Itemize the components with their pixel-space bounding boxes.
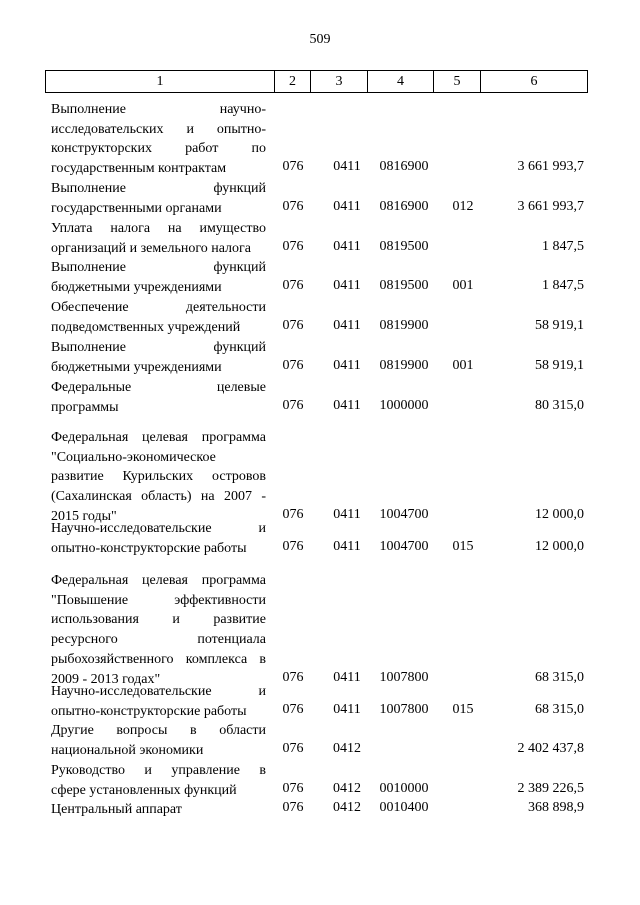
expense-type-code: 001 (452, 277, 474, 293)
column-header-3: 3 (311, 71, 368, 93)
ministry-code: 076 (282, 506, 304, 522)
ministry-code: 076 (282, 277, 304, 293)
section-code: 0411 (333, 538, 361, 554)
expense-type-code: 001 (452, 357, 474, 373)
description-line: опытно-конструкторские работы (51, 703, 247, 719)
description-line: Федеральные целевые (51, 380, 266, 395)
amount: 3 661 993,7 (517, 159, 584, 175)
amount: 2 389 226,5 (517, 780, 584, 796)
description-line: Федеральная целевая программа (51, 573, 266, 588)
amount: 1 847,5 (542, 238, 584, 254)
amount: 68 315,0 (535, 669, 584, 685)
amount: 368 898,9 (528, 800, 584, 815)
section-code: 0412 (333, 800, 361, 815)
row-description (51, 682, 266, 721)
amount: 3 661 993,7 (517, 198, 584, 214)
ministry-code: 076 (282, 317, 304, 333)
section-code: 0411 (333, 506, 361, 522)
section-code: 0411 (333, 669, 361, 685)
ministry-code: 076 (282, 159, 304, 175)
description-line: сфере установленных функций (51, 782, 237, 798)
target-article-code: 1000000 (379, 397, 429, 413)
description-line: Научно-исследовательские и (51, 684, 266, 699)
description-line: Научно-исследовательские и (51, 521, 266, 536)
description-line: Уплата налога на имущество (51, 221, 266, 236)
description-line: Выполнение функций (51, 340, 266, 355)
description-line: организаций и земельного налога (51, 240, 251, 256)
row-description (51, 258, 266, 297)
description-line: государственным контрактам (51, 161, 227, 177)
description-line: государственными органами (51, 200, 222, 216)
amount: 68 315,0 (535, 701, 584, 717)
section-code: 0411 (333, 701, 361, 717)
section-code: 0411 (333, 277, 361, 293)
column-header-2: 2 (275, 71, 311, 93)
target-article-code: 1004700 (379, 538, 429, 554)
amount: 1 847,5 (542, 277, 584, 293)
section-code: 0411 (333, 357, 361, 373)
description-line: рыбохозяйственного комплекса в (51, 651, 266, 667)
amount: 12 000,0 (535, 538, 584, 554)
description-line: "Социально-экономическое (51, 449, 216, 465)
description-line: 2009 - 2013 годах" (51, 671, 161, 687)
description-line: Обеспечение деятельности (51, 300, 266, 315)
row-description (51, 761, 266, 800)
row-description (51, 298, 266, 337)
expense-type-code: 015 (452, 538, 474, 554)
description-line: национальной экономики (51, 742, 204, 758)
expense-type-code: 015 (452, 701, 474, 717)
description-line: "Повышение эффективности (51, 592, 266, 608)
target-article-code: 1004700 (379, 506, 429, 522)
description-line: Федеральная целевая программа (51, 430, 266, 445)
target-article-code: 0819500 (379, 238, 429, 254)
amount: 58 919,1 (535, 357, 584, 373)
ministry-code: 076 (282, 538, 304, 554)
description-line: Руководство и управление в (51, 763, 266, 778)
column-header-table (45, 70, 588, 93)
column-header-5: 5 (434, 71, 481, 93)
row-description (51, 378, 266, 417)
description-line: использования и развитие (51, 612, 266, 628)
section-code: 0411 (333, 317, 361, 333)
row-description (51, 100, 266, 179)
description-line: Другие вопросы в области (51, 723, 266, 738)
target-article-code: 1007800 (379, 701, 429, 717)
target-article-code: 0816900 (379, 198, 429, 214)
description-line: бюджетными учреждениями (51, 359, 222, 375)
description-line: развитие Курильских островов (51, 469, 266, 485)
row-description (51, 519, 266, 558)
description-line: программы (51, 399, 119, 415)
description-line: подведомственных учреждений (51, 319, 241, 335)
column-header-row (46, 71, 588, 93)
amount: 12 000,0 (535, 506, 584, 522)
section-code: 0411 (333, 198, 361, 214)
ministry-code: 076 (282, 669, 304, 685)
target-article-code: 0819900 (379, 317, 429, 333)
ministry-code: 076 (282, 198, 304, 214)
section-code: 0411 (333, 159, 361, 175)
target-article-code: 0010400 (379, 800, 429, 815)
description-line: ресурсного потенциала (51, 632, 266, 648)
target-article-code: 0819500 (379, 277, 429, 293)
description-line: 2015 годы" (51, 508, 117, 524)
description-line: конструкторских работ по (51, 141, 266, 157)
ministry-code: 076 (282, 701, 304, 717)
row-description (51, 179, 266, 218)
ministry-code: 076 (282, 238, 304, 254)
description-line: Выполнение функций (51, 181, 266, 196)
ministry-code: 076 (282, 740, 304, 756)
ministry-code: 076 (282, 780, 304, 796)
row-description (51, 571, 266, 689)
section-code: 0411 (333, 397, 361, 413)
row-description (51, 721, 266, 760)
section-code: 0411 (333, 238, 361, 254)
description-line: Выполнение научно- (51, 102, 266, 117)
row-description (51, 800, 266, 820)
ministry-code: 076 (282, 800, 304, 815)
section-code: 0412 (333, 740, 361, 756)
amount: 80 315,0 (535, 397, 584, 413)
target-article-code: 0816900 (379, 159, 429, 175)
row-description (51, 338, 266, 377)
column-header-1: 1 (46, 71, 275, 93)
description-line: бюджетными учреждениями (51, 279, 222, 295)
row-description (51, 428, 266, 527)
column-header-4: 4 (368, 71, 434, 93)
column-header-6: 6 (481, 71, 588, 93)
amount: 58 919,1 (535, 317, 584, 333)
amount: 2 402 437,8 (517, 740, 584, 756)
target-article-code: 0010000 (379, 780, 429, 796)
description-line: Выполнение функций (51, 260, 266, 275)
section-code: 0412 (333, 780, 361, 796)
row-description (51, 219, 266, 258)
description-line: опытно-конструкторские работы (51, 540, 247, 556)
description-line: Центральный аппарат (51, 802, 182, 817)
target-article-code: 1007800 (379, 669, 429, 685)
expense-type-code: 012 (452, 198, 474, 214)
target-article-code: 0819900 (379, 357, 429, 373)
description-line: (Сахалинская область) на 2007 - (51, 489, 266, 505)
description-line: исследовательских и опытно- (51, 121, 266, 137)
page-number: 509 (309, 32, 331, 47)
ministry-code: 076 (282, 357, 304, 373)
ministry-code: 076 (282, 397, 304, 413)
